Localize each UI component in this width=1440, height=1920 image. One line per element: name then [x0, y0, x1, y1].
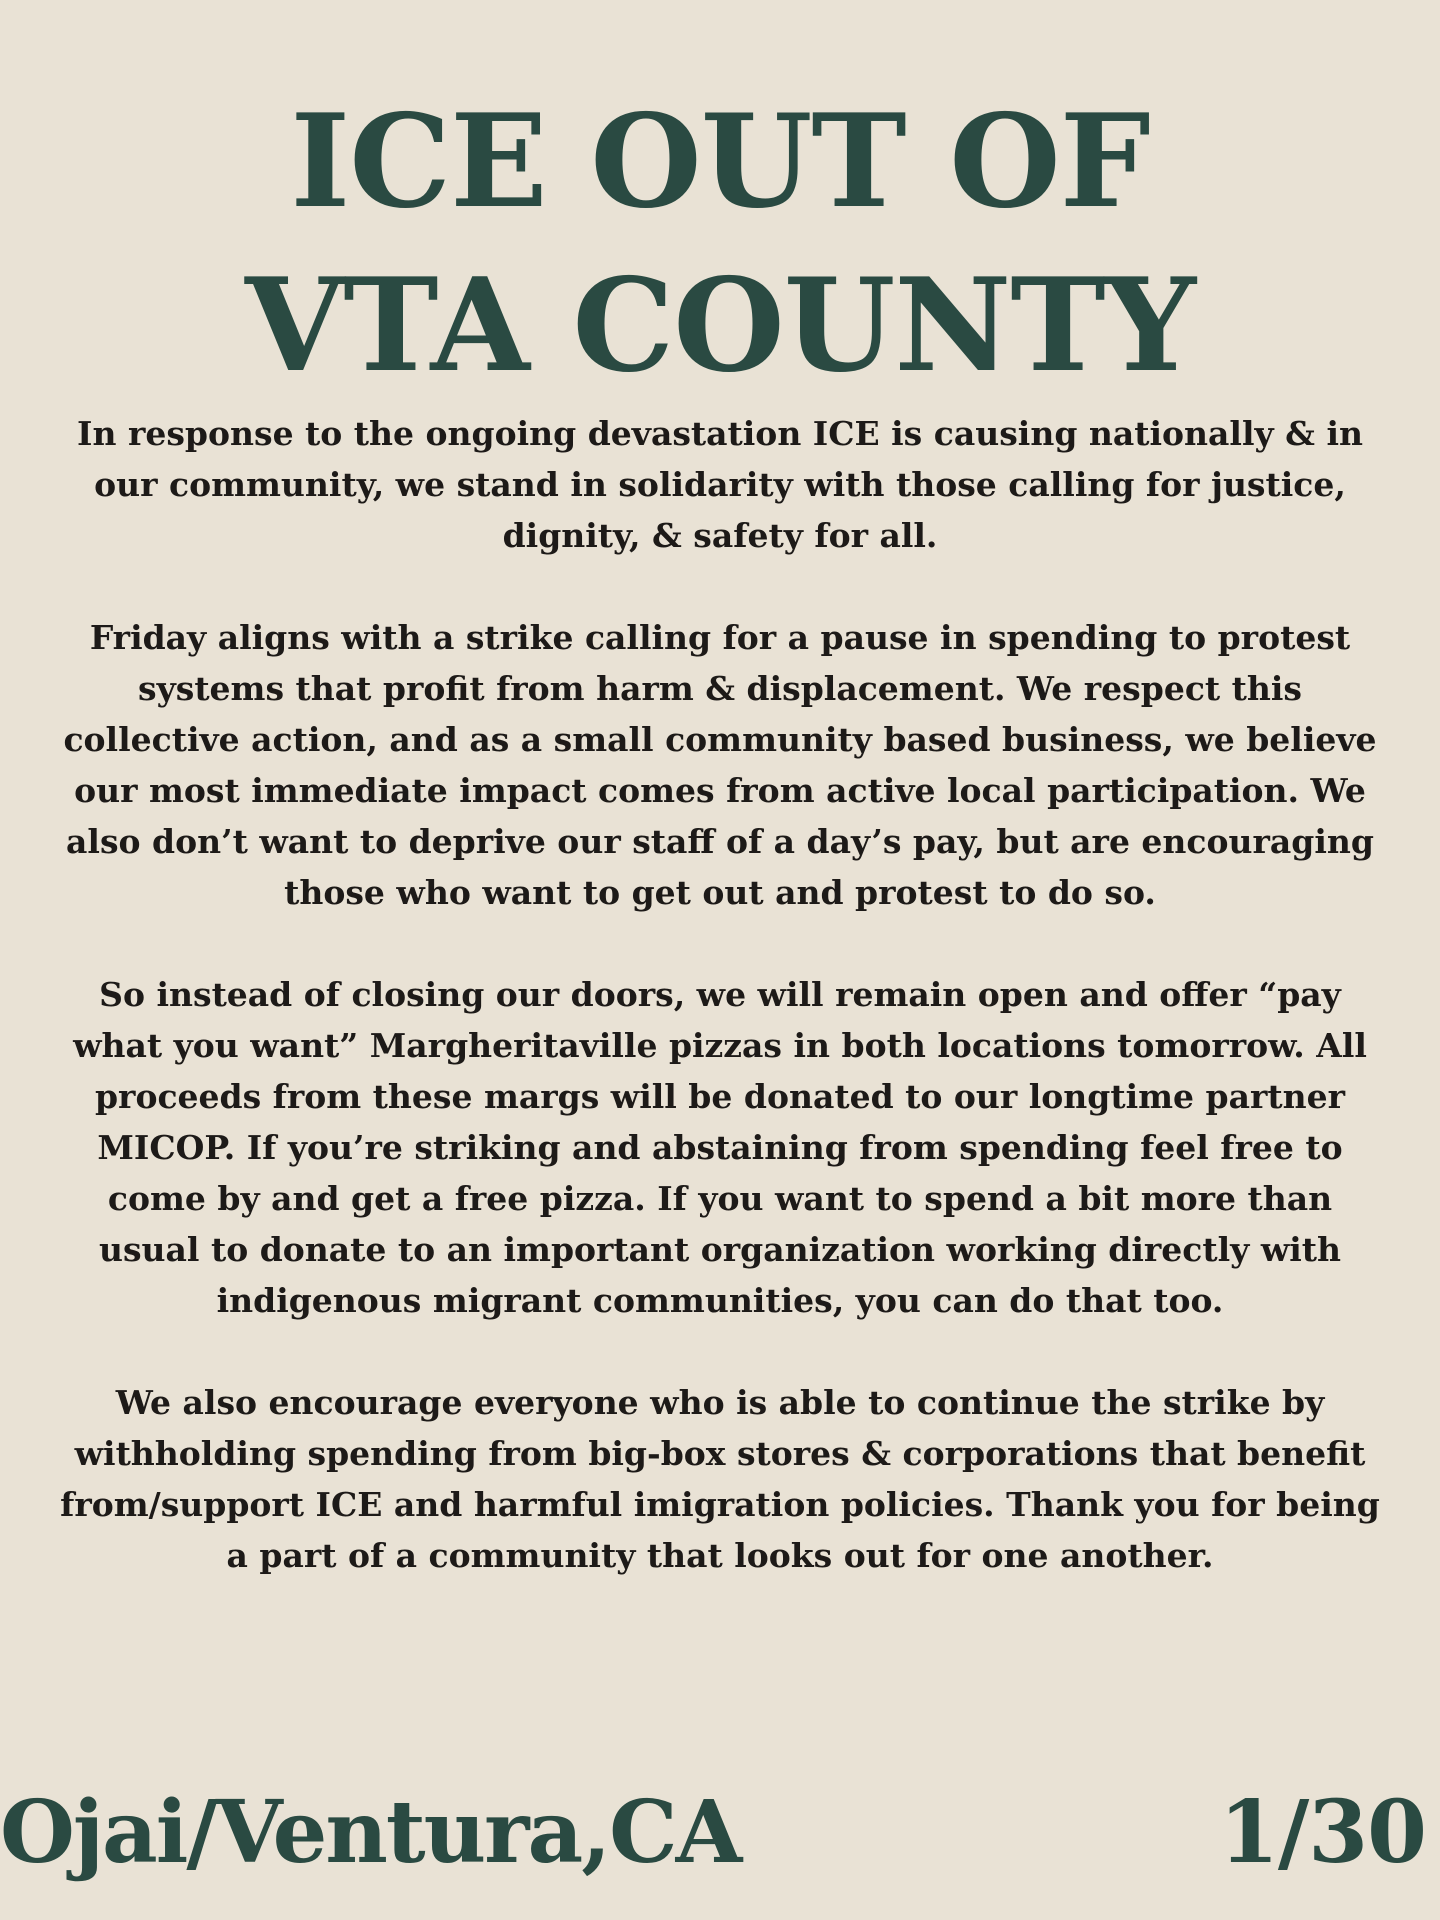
- paragraph-solidarity: In response to the ongoing devastation ICE is causing nationally & in our community, we stand in solidarity with those calling for justice, dignity, & safety for all.: [77, 414, 1363, 555]
- paragraph-pay-what-you-want: So instead of closing our doors, we will remain open and offer “pay what you want” Margheritaville pizzas in both locations tomorrow. All proceeds from these margs will be donated to our longtime partner MICOP. If you’re striking and abstaining from spending feel free to come by and get a free pizza. If you want to spend a bit more than usual to donate to an important organization working directly with indigenous migrant communities, you can do that too.: [73, 975, 1367, 1320]
- paragraph-continue-strike: We also encourage everyone who is able to continue the strike by withholding spending from big-box stores & corporations that benefit from/support ICE and harmful imigration policies. Thank you for being a part of a community that looks out for one another.: [60, 1383, 1380, 1575]
- headline-line-2: VTA COUNTY: [244, 251, 1196, 401]
- paragraph-strike: Friday aligns with a strike calling for a pause in spending to protest systems that profit from harm & displacement. We respect this collective action, and as a small community based business, we believe our most immediate impact comes from active local participation. We also don’t want to deprive our staff of a day’s pay, but are encouraging those who want to get out and protest to do so.: [63, 618, 1377, 912]
- footer-location: Ojai/Ventura,CA: [0, 1782, 741, 1883]
- statement-body: [60, 408, 1380, 1581]
- headline-line-1: ICE OUT OF: [290, 87, 1150, 237]
- footer-date: 1/30: [1219, 1782, 1426, 1883]
